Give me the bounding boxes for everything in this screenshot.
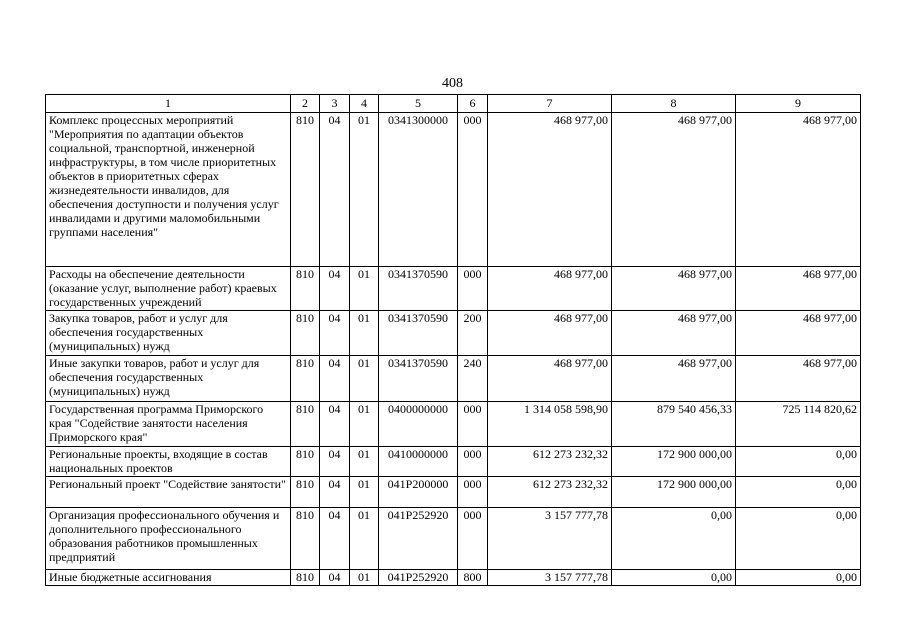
row-code-3: 04 <box>320 311 350 356</box>
row-code-5: 0341300000 <box>379 113 458 267</box>
row-code-6: 000 <box>458 402 488 447</box>
row-code-3: 04 <box>320 570 350 586</box>
row-code-2: 810 <box>291 508 320 570</box>
row-name: Государственная программа Приморского края "Содействие занятости населения Приморского края" <box>46 402 291 447</box>
row-code-2: 810 <box>291 113 320 267</box>
row-name: Закупка товаров, работ и услуг для обеспечения государственных (муниципальных) нужд <box>46 311 291 356</box>
row-code-6: 240 <box>458 356 488 402</box>
row-code-2: 810 <box>291 356 320 402</box>
row-code-3: 04 <box>320 508 350 570</box>
row-amount-9: 468 977,00 <box>736 113 861 267</box>
row-code-2: 810 <box>291 311 320 356</box>
row-name: Региональные проекты, входящие в состав национальных проектов <box>46 447 291 477</box>
column-header-7: 7 <box>488 95 612 113</box>
row-amount-8: 468 977,00 <box>612 356 736 402</box>
row-code-2: 810 <box>291 570 320 586</box>
row-amount-9: 725 114 820,62 <box>736 402 861 447</box>
row-code-4: 01 <box>350 113 379 267</box>
row-amount-8: 172 900 000,00 <box>612 477 736 508</box>
row-code-4: 01 <box>350 447 379 477</box>
row-code-3: 04 <box>320 356 350 402</box>
page-number: 408 <box>442 76 463 91</box>
row-amount-7: 1 314 058 598,90 <box>488 402 612 447</box>
row-code-5: 041P200000 <box>379 477 458 508</box>
row-code-6: 800 <box>458 570 488 586</box>
column-header-8: 8 <box>612 95 736 113</box>
table-row <box>46 311 861 356</box>
row-amount-7: 468 977,00 <box>488 311 612 356</box>
table-row <box>46 447 861 477</box>
column-header-5: 5 <box>379 95 458 113</box>
row-code-4: 01 <box>350 508 379 570</box>
column-header-6: 6 <box>458 95 488 113</box>
column-header-9: 9 <box>736 95 861 113</box>
row-code-5: 0341370590 <box>379 267 458 311</box>
row-code-5: 0410000000 <box>379 447 458 477</box>
row-amount-8: 0,00 <box>612 570 736 586</box>
row-name: Региональный проект "Содействие занятости" <box>46 477 291 508</box>
row-code-6: 000 <box>458 477 488 508</box>
column-header-1: 1 <box>46 95 291 113</box>
row-code-3: 04 <box>320 402 350 447</box>
table-row <box>46 477 861 508</box>
row-amount-7: 612 273 232,32 <box>488 447 612 477</box>
row-amount-8: 468 977,00 <box>612 267 736 311</box>
table-row <box>46 508 861 570</box>
row-amount-9: 468 977,00 <box>736 311 861 356</box>
row-code-3: 04 <box>320 477 350 508</box>
row-code-2: 810 <box>291 447 320 477</box>
table-row <box>46 356 861 402</box>
table-header-row <box>46 95 861 113</box>
row-amount-7: 468 977,00 <box>488 113 612 267</box>
row-code-6: 000 <box>458 113 488 267</box>
row-name: Расходы на обеспечение деятельности (оказание услуг, выполнение работ) краевых государственных учреждений <box>46 267 291 311</box>
row-code-5: 041P252920 <box>379 508 458 570</box>
row-code-5: 0341370590 <box>379 356 458 402</box>
row-amount-7: 3 157 777,78 <box>488 508 612 570</box>
row-code-5: 0341370590 <box>379 311 458 356</box>
row-amount-8: 879 540 456,33 <box>612 402 736 447</box>
row-code-5: 0400000000 <box>379 402 458 447</box>
row-code-4: 01 <box>350 356 379 402</box>
row-code-4: 01 <box>350 570 379 586</box>
row-code-4: 01 <box>350 311 379 356</box>
row-amount-9: 0,00 <box>736 477 861 508</box>
row-name: Комплекс процессных мероприятий "Мероприятия по адаптации объектов социальной, транспортной, инженерной инфраструктуры, в том числе приоритетных объектов в приоритетных сферах жизнедеятельности инвалидов, для обеспечения доступности и получения услуг инвалидами и другими маломобильными группами населения" <box>46 113 291 267</box>
row-code-3: 04 <box>320 267 350 311</box>
column-header-2: 2 <box>291 95 320 113</box>
row-amount-7: 612 273 232,32 <box>488 477 612 508</box>
column-header-4: 4 <box>350 95 379 113</box>
row-amount-9: 0,00 <box>736 447 861 477</box>
row-code-5: 041P252920 <box>379 570 458 586</box>
row-code-4: 01 <box>350 267 379 311</box>
row-amount-9: 468 977,00 <box>736 267 861 311</box>
row-amount-7: 3 157 777,78 <box>488 570 612 586</box>
table-row <box>46 402 861 447</box>
row-code-2: 810 <box>291 402 320 447</box>
budget-table <box>45 94 861 586</box>
row-amount-8: 0,00 <box>612 508 736 570</box>
row-name: Организация профессионального обучения и дополнительного профессионального образования работников промышленных предприятий <box>46 508 291 570</box>
table-row <box>46 570 861 586</box>
column-header-3: 3 <box>320 95 350 113</box>
table-row <box>46 113 861 267</box>
table-row <box>46 267 861 311</box>
row-name: Иные бюджетные ассигнования <box>46 570 291 586</box>
row-code-2: 810 <box>291 477 320 508</box>
row-code-3: 04 <box>320 113 350 267</box>
row-amount-9: 0,00 <box>736 508 861 570</box>
row-amount-8: 172 900 000,00 <box>612 447 736 477</box>
row-code-6: 000 <box>458 447 488 477</box>
row-amount-8: 468 977,00 <box>612 311 736 356</box>
row-code-3: 04 <box>320 447 350 477</box>
row-amount-8: 468 977,00 <box>612 113 736 267</box>
row-amount-9: 0,00 <box>736 570 861 586</box>
row-code-2: 810 <box>291 267 320 311</box>
row-code-6: 000 <box>458 508 488 570</box>
row-amount-7: 468 977,00 <box>488 356 612 402</box>
row-amount-7: 468 977,00 <box>488 267 612 311</box>
row-code-6: 200 <box>458 311 488 356</box>
row-code-4: 01 <box>350 477 379 508</box>
row-amount-9: 468 977,00 <box>736 356 861 402</box>
row-name: Иные закупки товаров, работ и услуг для обеспечения государственных (муниципальных) нужд <box>46 356 291 402</box>
row-code-6: 000 <box>458 267 488 311</box>
row-code-4: 01 <box>350 402 379 447</box>
